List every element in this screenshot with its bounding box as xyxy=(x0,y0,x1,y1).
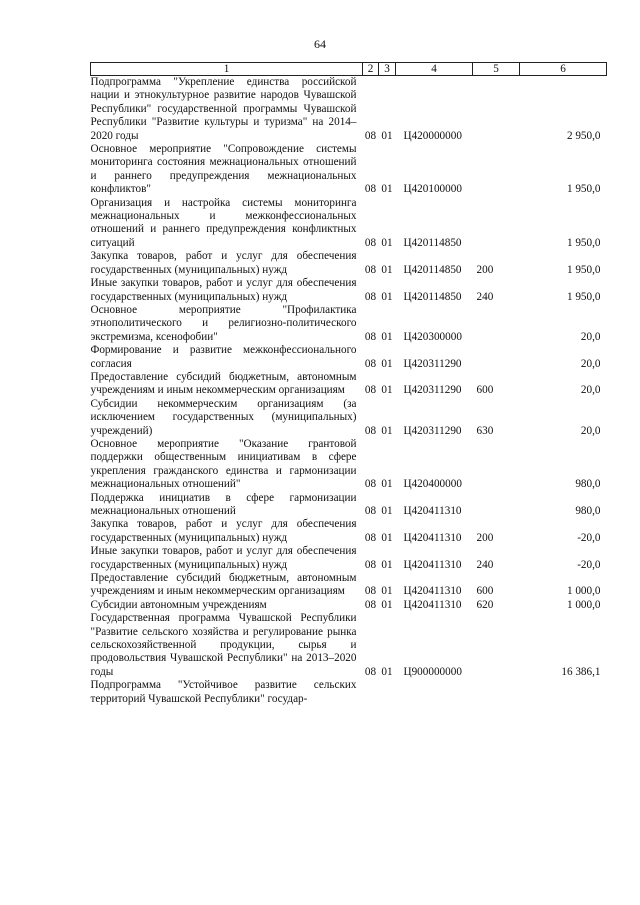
table-row xyxy=(91,679,607,706)
expense-type-code xyxy=(473,197,520,251)
subsection-code: 01 xyxy=(381,558,393,571)
section-code: 08 xyxy=(364,236,377,249)
target-article-code: Ц420311290 xyxy=(403,384,462,397)
expense-type-code: 240 xyxy=(476,290,494,303)
item-name: Субсидии автономным учреждениям xyxy=(90,598,267,611)
section-code: 08 xyxy=(364,263,377,276)
section-code xyxy=(363,679,379,706)
table-row xyxy=(91,518,607,545)
item-name: Поддержка инициатив в сфере гармонизации межнациональных отношений xyxy=(90,491,357,517)
target-article-code: Ц420411310 xyxy=(403,598,462,611)
item-name: Предоставление субсидий бюджетным, автономным учреждениям и иным некоммерческим организациям xyxy=(90,370,357,397)
section-code: 08 xyxy=(364,505,377,517)
column-numbers-row xyxy=(91,63,607,76)
table-row xyxy=(91,492,607,519)
table-row xyxy=(91,304,607,344)
amount: 20,0 xyxy=(580,357,601,370)
expense-type-code xyxy=(473,492,520,519)
subsection-code: 01 xyxy=(381,236,393,249)
section-code: 08 xyxy=(364,598,377,611)
section-code: 08 xyxy=(364,478,377,491)
expense-type-code xyxy=(473,76,520,144)
page-number: 64 xyxy=(314,37,326,51)
column-header-4: 4 xyxy=(396,63,473,76)
target-article-code: Ц420114850 xyxy=(403,290,462,303)
item-name: Организация и настройка системы мониторинга межнациональных и межконфессиональных отношений и раннего предупреждения конфликтных ситуаций xyxy=(90,196,357,249)
column-header-6: 6 xyxy=(520,63,607,76)
amount: -20,0 xyxy=(577,531,601,544)
column-header-2: 2 xyxy=(363,63,379,76)
subsection-code: 01 xyxy=(381,384,393,397)
item-name: Основное мероприятие "Профилактика этнополитического и религиозно-политического экстремизма, ксенофобии" xyxy=(90,303,357,343)
subsection-code: 01 xyxy=(381,665,393,678)
amount: 1 000,0 xyxy=(566,585,601,598)
amount xyxy=(520,679,607,706)
expense-type-code: 200 xyxy=(476,263,494,276)
section-code: 08 xyxy=(364,183,377,196)
amount: 1 950,0 xyxy=(566,183,601,196)
item-name: Формирование и развитие межконфессионального согласия xyxy=(90,344,357,370)
amount: 1 950,0 xyxy=(566,290,601,303)
target-article-code: Ц900000000 xyxy=(403,665,462,678)
expense-type-code xyxy=(473,679,520,706)
item-name: Иные закупки товаров, работ и услуг для обеспечения государственных (муниципальных) нужд xyxy=(90,277,357,303)
amount: 1 950,0 xyxy=(566,263,601,276)
target-article-code xyxy=(396,679,473,706)
table-row xyxy=(91,277,607,304)
section-code: 08 xyxy=(364,531,377,544)
section-code: 08 xyxy=(364,384,377,397)
item-name: Субсидии некоммерческим организациям (за исключением государственных (муниципальных) учреждений) xyxy=(90,397,357,437)
target-article-code: Ц420400000 xyxy=(403,478,462,491)
amount: 16 386,1 xyxy=(561,665,601,678)
table-row xyxy=(91,599,607,612)
target-article-code: Ц420114850 xyxy=(403,263,462,276)
section-code: 08 xyxy=(364,357,377,370)
item-name: Предоставление субсидий бюджетным, автономным учреждениям и иным некоммерческим организациям xyxy=(90,572,357,598)
section-code: 08 xyxy=(364,424,377,437)
subsection-code: 01 xyxy=(381,330,393,343)
expense-type-code: 630 xyxy=(476,424,494,437)
section-code: 08 xyxy=(364,585,377,598)
amount: 2 950,0 xyxy=(566,129,601,142)
expense-type-code: 620 xyxy=(476,598,494,611)
subsection-code: 01 xyxy=(381,505,393,517)
expense-type-code xyxy=(473,612,520,679)
subsection-code xyxy=(379,679,396,706)
target-article-code: Ц420411310 xyxy=(403,531,462,544)
target-article-code: Ц420411310 xyxy=(403,505,462,517)
amount: 20,0 xyxy=(580,424,601,437)
budget-table xyxy=(90,62,607,706)
column-header-1: 1 xyxy=(91,63,363,76)
item-name: Основное мероприятие "Сопровождение системы мониторинга состояния межнациональных отношений и раннего предупреждения межнациональных конфликтов" xyxy=(90,143,357,196)
subsection-code: 01 xyxy=(381,478,393,491)
table-row xyxy=(91,250,607,277)
amount: 20,0 xyxy=(580,330,601,343)
target-article-code: Ц420300000 xyxy=(403,330,462,343)
table-row xyxy=(91,344,607,371)
section-code: 08 xyxy=(364,290,377,303)
section-code: 08 xyxy=(364,129,377,142)
table-header xyxy=(91,63,607,76)
amount: 980,0 xyxy=(575,478,601,491)
item-name: Иные закупки товаров, работ и услуг для обеспечения государственных (муниципальных) нужд xyxy=(90,545,357,571)
item-name: Основное мероприятие "Оказание грантовой поддержки общественным инициативам в сфере укрепления гражданского единства и гармонизации межнациональных отношений" xyxy=(90,437,357,491)
target-article-code: Ц420000000 xyxy=(403,129,462,142)
target-article-code: Ц420100000 xyxy=(403,183,462,196)
amount: 980,0 xyxy=(575,505,601,517)
subsection-code: 01 xyxy=(381,357,393,370)
table-row xyxy=(91,143,607,197)
subsection-code: 01 xyxy=(381,129,393,142)
table-row xyxy=(91,398,607,438)
item-name: Закупка товаров, работ и услуг для обеспечения государственных (муниципальных) нужд xyxy=(90,250,357,276)
expense-type-code: 240 xyxy=(476,558,494,571)
amount: -20,0 xyxy=(577,558,601,571)
subsection-code: 01 xyxy=(381,290,393,303)
subsection-code: 01 xyxy=(381,531,393,544)
table-row xyxy=(91,76,607,144)
subsection-code: 01 xyxy=(381,424,393,437)
item-name: Подпрограмма "Укрепление единства российской нации и этнокультурное развитие народов Чувашской Республики" государственной программы Чувашской Республики "Развитие культуры и туризма" на 2014–2020 годы xyxy=(90,76,357,142)
target-article-code: Ц420114850 xyxy=(403,236,462,249)
subsection-code: 01 xyxy=(381,598,393,611)
item-name: Государственная программа Чувашской Республики "Развитие сельского хозяйства и регулирование рынка сельскохозяйственной продукции, сырья и продовольствия Чувашской Республики" на 2013–2020 годы xyxy=(90,612,357,678)
table-row xyxy=(91,438,607,492)
column-header-3: 3 xyxy=(379,63,396,76)
table-body xyxy=(91,76,607,707)
target-article-code: Ц420411310 xyxy=(403,585,462,598)
item-name: Подпрограмма "Устойчивое развитие сельских территорий Чувашской Республики" государ- xyxy=(90,679,357,705)
expense-type-code xyxy=(473,438,520,492)
target-article-code: Ц420311290 xyxy=(403,424,462,437)
subsection-code: 01 xyxy=(381,585,393,598)
subsection-code: 01 xyxy=(381,263,393,276)
expense-type-code xyxy=(473,304,520,344)
expense-type-code xyxy=(473,143,520,197)
table-row xyxy=(91,612,607,679)
amount: 1 950,0 xyxy=(566,236,601,249)
expense-type-code: 600 xyxy=(476,384,494,397)
table-row xyxy=(91,545,607,572)
table-row xyxy=(91,371,607,398)
table-row xyxy=(91,572,607,599)
section-code: 08 xyxy=(364,665,377,678)
target-article-code: Ц420411310 xyxy=(403,558,462,571)
target-article-code: Ц420311290 xyxy=(403,357,462,370)
column-header-5: 5 xyxy=(473,63,520,76)
expense-type-code xyxy=(473,344,520,371)
item-name: Закупка товаров, работ и услуг для обеспечения государственных (муниципальных) нужд xyxy=(90,518,357,544)
table-row xyxy=(91,197,607,251)
subsection-code: 01 xyxy=(381,183,393,196)
amount: 20,0 xyxy=(580,384,601,397)
expense-type-code: 200 xyxy=(476,531,494,544)
expense-type-code: 600 xyxy=(476,585,494,598)
section-code: 08 xyxy=(364,330,377,343)
amount: 1 000,0 xyxy=(566,598,601,611)
section-code: 08 xyxy=(364,558,377,571)
